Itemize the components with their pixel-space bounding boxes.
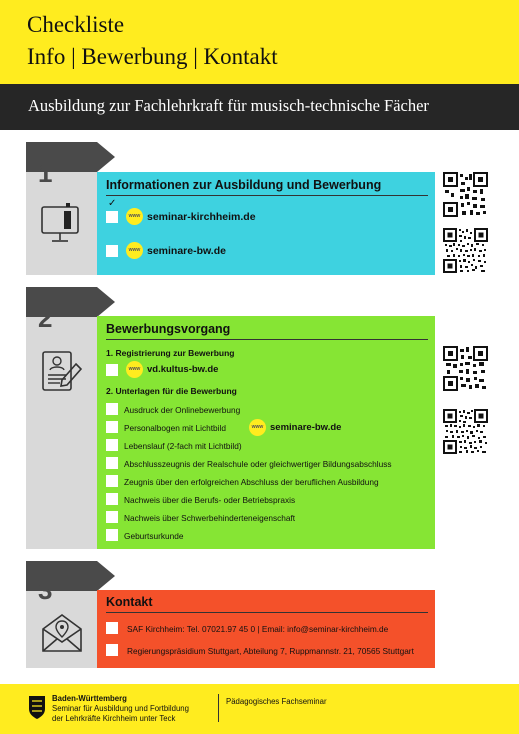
section-3-rule (106, 612, 428, 613)
checkbox-item-3[interactable] (106, 439, 118, 451)
contact-line: Regierungspräsidium Stuttgart, Abteilung 7, Ruppmannstr. 21, 70565 Stuttgart (127, 646, 414, 656)
step-3-tab (26, 561, 97, 591)
step-1-label: 1. Registrierung zur Bewerbung (106, 348, 235, 358)
document-item: Geburtsurkunde (124, 531, 184, 541)
document-item: Nachweis über die Berufs- oder Betriebspraxis (124, 495, 296, 505)
document-item: Ausdruck der Onlinebewerbung (124, 405, 241, 415)
checkbox-item-4[interactable] (106, 457, 118, 469)
footer-org-state: Baden-Württemberg (52, 694, 127, 703)
step-1-notch (97, 142, 115, 172)
page-subtitle: Info | Bewerbung | Kontakt (27, 44, 278, 69)
qr-code-icon (443, 228, 488, 273)
step-3-notch (97, 561, 115, 591)
section-1-rule (106, 195, 428, 196)
checkbox-item-1[interactable] (106, 403, 118, 415)
computer-info-icon (40, 203, 84, 250)
checkbox-item-7[interactable] (106, 511, 118, 523)
step-2-column (26, 287, 97, 549)
document-item: Nachweis über Schwerbehinderteneigenschaft (124, 513, 296, 523)
checkbox-item-5[interactable] (106, 475, 118, 487)
lion-crest-logo (27, 694, 47, 725)
footer-org-location: der Lehrkräfte Kirchheim unter Teck (52, 714, 176, 723)
step-2-notch (97, 287, 115, 317)
qr-code-icon (443, 172, 488, 217)
footer-divider (218, 694, 219, 722)
section-3-title: Kontakt (106, 595, 153, 609)
section-2-rule (106, 339, 428, 340)
checked-mark: ✓ (108, 198, 117, 209)
footer-org-name: Seminar für Ausbildung und Fortbildung (52, 704, 189, 713)
banner-text: Ausbildung zur Fachlehrkraft für musisch-technische Fächer (28, 96, 429, 115)
checkbox-contact-1[interactable] (106, 622, 118, 634)
step-1-number: 1 (38, 158, 53, 188)
page-title: Checkliste (27, 12, 125, 37)
document-item: Lebenslauf (2-fach mit Lichtbild) (124, 441, 242, 451)
footer-right-label: Pädagogisches Fachseminar (226, 697, 327, 706)
checkbox-registration[interactable] (106, 364, 118, 376)
checkbox-item-6[interactable] (106, 493, 118, 505)
checkbox-link-2[interactable] (106, 245, 118, 257)
step-2-label: 2. Unterlagen für die Bewerbung (106, 386, 237, 396)
qr-code-icon (443, 346, 488, 391)
www-icon: www (249, 419, 266, 436)
www-icon: www (126, 242, 143, 259)
www-icon: www (126, 361, 143, 378)
document-item: Abschlusszeugnis der Realschule oder gleichwertiger Bildungsabschluss (124, 459, 392, 469)
checkbox-contact-2[interactable] (106, 644, 118, 656)
checkbox-link-1[interactable] (106, 211, 118, 223)
step-2-number: 2 (38, 303, 53, 333)
step-2-tab (26, 287, 97, 317)
link-seminare-bw-2[interactable]: seminare-bw.de (270, 422, 342, 433)
document-item: Zeugnis über den erfolgreichen Abschluss der beruflichen Ausbildung (124, 477, 379, 487)
checkbox-item-8[interactable] (106, 529, 118, 541)
mail-location-icon (39, 611, 85, 660)
checkbox-item-2[interactable] (106, 421, 118, 433)
qr-code-icon (443, 409, 488, 454)
contact-line: SAF Kirchheim: Tel. 07021.97 45 0 | Email: info@seminar-kirchheim.de (127, 624, 389, 634)
step-3-number: 3 (38, 575, 53, 605)
step-1-tab (26, 142, 97, 172)
section-1-title: Informationen zur Ausbildung und Bewerbung (106, 178, 382, 192)
link-seminare-bw[interactable]: seminare-bw.de (147, 245, 226, 257)
section-2-title: Bewerbungsvorgang (106, 322, 231, 336)
link-seminar-kirchheim[interactable]: seminar-kirchheim.de (147, 211, 256, 223)
link-vd-kultus[interactable]: vd.kultus-bw.de (147, 364, 219, 375)
document-item: Personalbogen mit Lichtbild (124, 423, 226, 433)
application-form-icon (40, 350, 84, 399)
banner (0, 84, 519, 130)
www-icon: www (126, 208, 143, 225)
